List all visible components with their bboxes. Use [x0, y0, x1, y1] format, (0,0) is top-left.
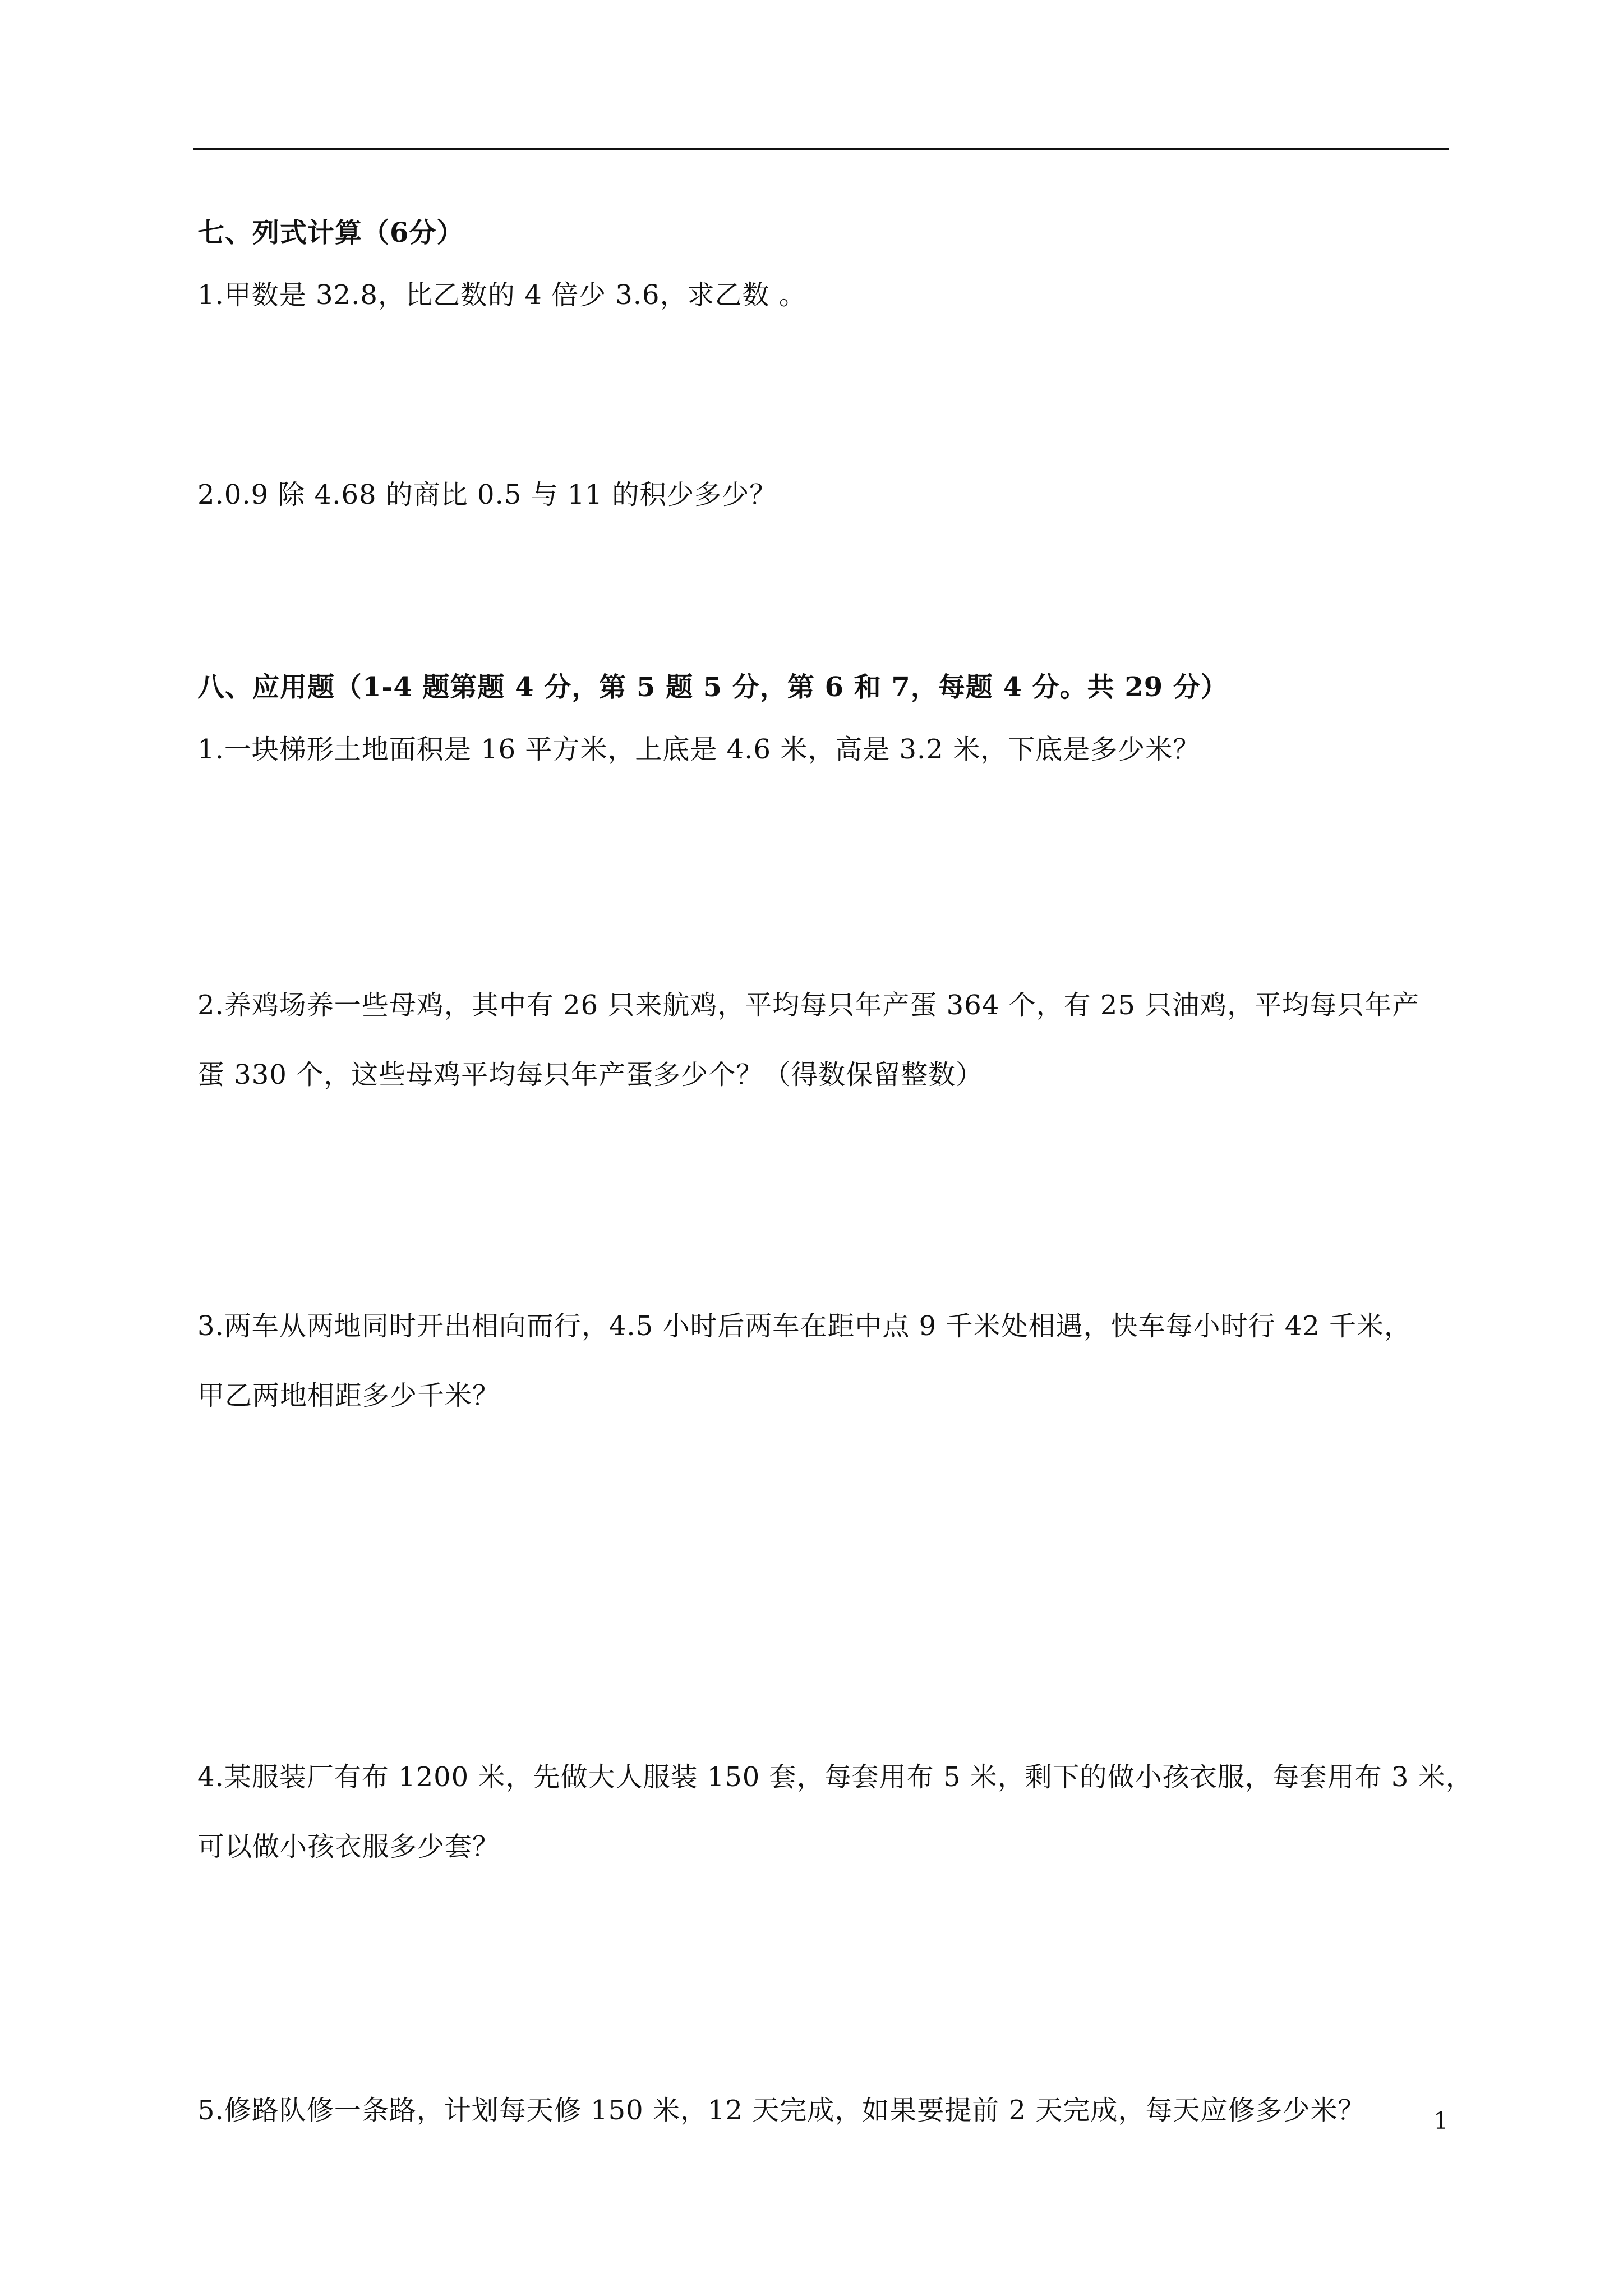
question-line: 2.0.9 除 4.68 的商比 0.5 与 11 的积少多少？ [197, 479, 777, 510]
question-line: 2.养鸡场养一些母鸡，其中有 26 只来航鸡，平均每只年产蛋 364 个，有 25 只油鸡，平均每只年产 [197, 990, 1420, 1021]
section-8-question-1 [197, 715, 1200, 784]
section-8-question-2 [197, 970, 1419, 1110]
section-7-heading: 七、列式计算（6分） [197, 217, 464, 249]
header-rule [193, 148, 1449, 150]
section-8-question-5 [197, 2076, 1365, 2145]
question-line: 可以做小孩衣服多少套？ [197, 1831, 500, 1862]
question-line: 1.一块梯形土地面积是 16 平方米，上底是 4.6 米，高是 3.2 米，下底是多少米？ [197, 734, 1201, 765]
section-8-question-3 [197, 1291, 1412, 1430]
question-line: 蛋 330 个，这些母鸡平均每只年产蛋多少个？（得数保留整数） [197, 1059, 984, 1091]
question-line: 1.甲数是 32.8，比乙数的 4 倍少 3.6，求乙数 。 [197, 279, 806, 311]
question-line: 3.两车从两地同时开出相向而行，4.5 小时后两车在距中点 9 千米处相遇，快车每小时行 42 千米， [197, 1310, 1412, 1342]
question-line: 4.某服装厂有布 1200 米，先做大人服装 150 套，每套用布 5 米，剩下的做小孩衣服，每套用布 3 米， [197, 1761, 1473, 1793]
section-7-question-2 [197, 460, 777, 530]
section-8-question-4 [197, 1742, 1473, 1881]
question-line: 5.修路队修一条路，计划每天修 150 米，12 天完成，如果要提前 2 天完成，每天应修多少米？ [197, 2095, 1366, 2126]
page-number: 1 [1433, 2107, 1449, 2134]
question-line: 甲乙两地相距多少千米？ [197, 1380, 500, 1411]
section-8-heading: 八、应用题（1-4 题第题 4 分，第 5 题 5 分，第 6 和 7，每题 4 分。共 29 分） [197, 671, 1228, 703]
section-7-question-1 [197, 260, 806, 330]
